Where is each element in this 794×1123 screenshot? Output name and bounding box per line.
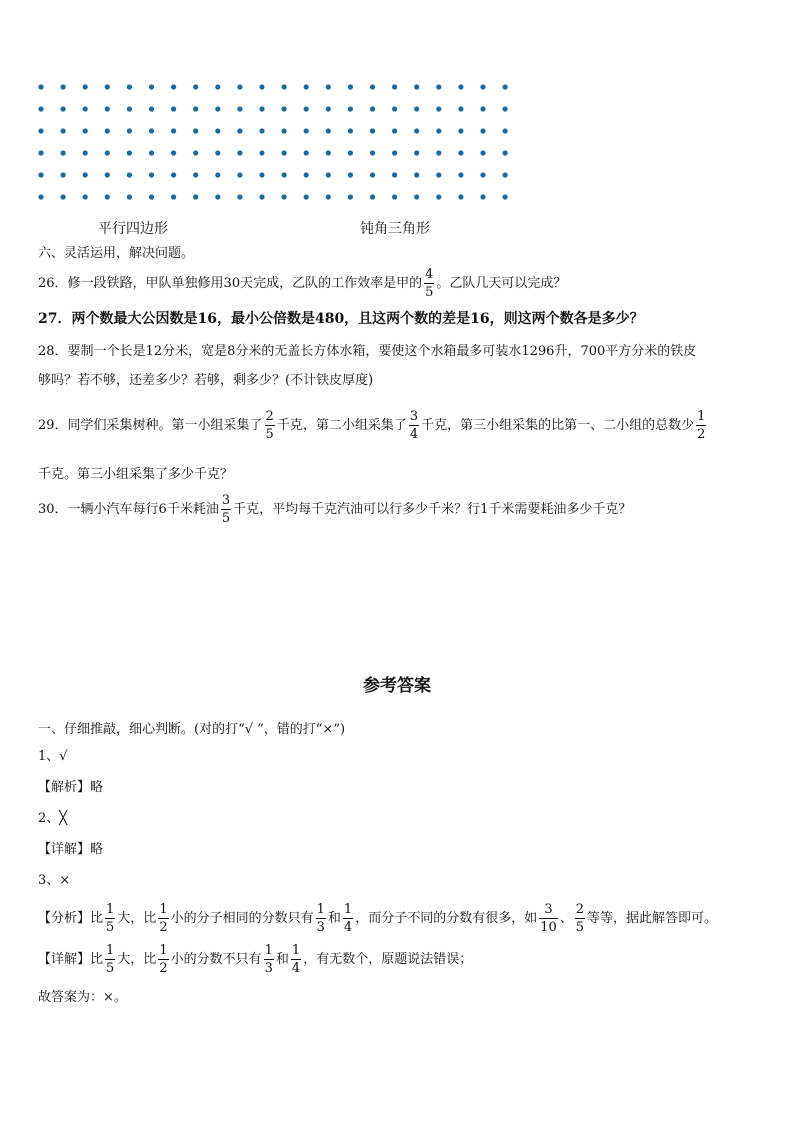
grid-dot (38, 128, 43, 133)
grid-dot (370, 106, 375, 111)
grid-dot (326, 194, 331, 199)
grid-dot (193, 84, 198, 89)
grid-dot (259, 84, 264, 89)
grid-dot (171, 106, 176, 111)
grid-dot (149, 194, 154, 199)
grid-dot (105, 84, 110, 89)
grid-dot (127, 106, 132, 111)
grid-dot (480, 128, 485, 133)
q29-text-b: 千克，第二小组采集了 (276, 418, 407, 433)
grid-dot (392, 172, 397, 177)
fraction-1-4: $\frac{1}{4}$ (343, 902, 353, 935)
grid-dot (171, 172, 176, 177)
q26-text-a: 26．修一段铁路，甲队单独修用30天完成，乙队的工作效率是甲的 (38, 276, 423, 291)
q29-text-a: 29．同学们采集树种。第一小组采集了 (38, 418, 263, 433)
grid-dot (149, 150, 154, 155)
answers-section-one: 一、仔细推敲，细心判断。(对的打“√ ”，错的打“×”) (38, 722, 346, 737)
grid-dot (326, 150, 331, 155)
grid-dot (392, 106, 397, 111)
grid-dot (83, 150, 88, 155)
grid-dot (61, 194, 66, 199)
answer-3-analysis: 【分析】比 $\frac{1}{5}$ 大，比 $\frac{1}{2}$ 小的分子相同的分数只有 $\frac{1}{3}$ 和 $\frac{1}{4}$ ，而分子不同的分数有很多，如 $\frac{3}{10}$ 、 $\frac{2}{5}$ 等等，据此解答即可。 (38, 902, 718, 935)
grid-dot (127, 84, 132, 89)
grid-dot (127, 172, 132, 177)
label-parallelogram: 平行四边形 (98, 221, 168, 237)
grid-dot (61, 84, 66, 89)
grid-dot (61, 106, 66, 111)
grid-dot (149, 106, 154, 111)
fraction-3-4: $\frac{3}{4}$ (409, 409, 419, 442)
grid-dot (414, 106, 419, 111)
fraction-1-5: $\frac{1}{5}$ (106, 943, 115, 976)
grid-dot (348, 194, 353, 199)
grid-dot (215, 194, 220, 199)
grid-dot (326, 84, 331, 89)
grid-dot (458, 172, 463, 177)
grid-dot (215, 106, 220, 111)
grid-dot (414, 128, 419, 133)
grid-dot (237, 106, 242, 111)
grid-dot (436, 128, 441, 133)
grid-dot (259, 194, 264, 199)
grid-dot (348, 150, 353, 155)
q30-text-b: 千克，平均每千克汽油可以行多少千米？行1千米需要耗油多少千克？ (233, 502, 632, 517)
grid-dot (149, 172, 154, 177)
grid-dot (259, 106, 264, 111)
answer-3: 3、× (38, 873, 71, 888)
grid-dot (458, 194, 463, 199)
grid-dot (215, 150, 220, 155)
fraction-1-4: $\frac{1}{4}$ (291, 943, 301, 976)
grid-dot (414, 150, 419, 155)
grid-dot (83, 172, 88, 177)
grid-dot (503, 106, 508, 111)
grid-dot (215, 128, 220, 133)
grid-dot (38, 106, 43, 111)
grid-dot (503, 172, 508, 177)
grid-dot (370, 128, 375, 133)
grid-dot (436, 106, 441, 111)
grid-dot (259, 128, 264, 133)
grid-dot (193, 150, 198, 155)
fraction-2-5: $\frac{2}{5}$ (265, 409, 274, 442)
grid-dot (105, 150, 110, 155)
grid-dot (38, 84, 43, 89)
grid-dot (326, 106, 331, 111)
grid-dot (105, 194, 110, 199)
grid-dot (193, 172, 198, 177)
question-27: 27．两个数最大公因数是16，最小公倍数是480，且这两个数的差是16，则这两个数各是多少？ (38, 311, 644, 327)
answer-2-note: 【详解】略 (38, 842, 104, 857)
fraction-1-2: $\frac{1}{2}$ (159, 943, 168, 976)
grid-dot (436, 194, 441, 199)
grid-dot (61, 150, 66, 155)
question-28-line2: 够吗？若不够，还差多少？若够，剩多少？(不计铁皮厚度) (38, 373, 374, 388)
grid-dot (326, 128, 331, 133)
grid-dot (304, 150, 309, 155)
grid-dot (414, 172, 419, 177)
grid-dot (414, 194, 419, 199)
grid-dot (480, 84, 485, 89)
fraction-3-10: $\frac{3}{10}$ (540, 902, 557, 935)
fraction-1-3: $\frac{1}{3}$ (264, 943, 273, 976)
grid-dot (348, 128, 353, 133)
grid-dot (436, 172, 441, 177)
fraction-1-3: $\frac{1}{3}$ (316, 902, 325, 935)
answer-2: 2、╳ (38, 811, 68, 826)
grid-dot (259, 150, 264, 155)
grid-dot (282, 128, 287, 133)
grid-dot (304, 194, 309, 199)
fraction-4-5: $\frac{4}{5}$ (425, 267, 434, 300)
grid-dot (61, 128, 66, 133)
grid-dot (458, 84, 463, 89)
grid-dot (83, 194, 88, 199)
grid-dot (237, 128, 242, 133)
grid-dot (237, 172, 242, 177)
grid-dot (127, 128, 132, 133)
grid-dot (392, 150, 397, 155)
grid-dot (171, 194, 176, 199)
grid-dot (282, 172, 287, 177)
grid-dot (83, 128, 88, 133)
dot-grid (0, 0, 794, 210)
fraction-1-2: $\frac{1}{2}$ (697, 409, 706, 442)
grid-dot (370, 194, 375, 199)
grid-dot (127, 150, 132, 155)
grid-dot (370, 84, 375, 89)
grid-dot (83, 84, 88, 89)
grid-dot (480, 172, 485, 177)
section-six-heading: 六、灵活运用，解决问题。 (38, 246, 195, 261)
grid-dot (436, 84, 441, 89)
grid-dot (503, 128, 508, 133)
grid-dot (38, 194, 43, 199)
grid-dot (215, 172, 220, 177)
grid-dot (215, 84, 220, 89)
grid-dot (304, 172, 309, 177)
grid-dot (370, 172, 375, 177)
grid-dot (370, 150, 375, 155)
grid-dot (83, 106, 88, 111)
grid-dot (458, 128, 463, 133)
grid-dot (503, 194, 508, 199)
fraction-1-2: $\frac{1}{2}$ (159, 902, 168, 935)
grid-dot (61, 172, 66, 177)
fraction-1-5: $\frac{1}{5}$ (106, 902, 115, 935)
fraction-2-5: $\frac{2}{5}$ (575, 902, 585, 935)
grid-dot (171, 150, 176, 155)
question-28-line1: 28．要制一个长是12分米，宽是8分米的无盖长方体水箱，要使这个水箱最多可装水1296升，700平方分米的铁皮 (38, 344, 697, 359)
grid-dot (171, 128, 176, 133)
grid-dot (105, 106, 110, 111)
grid-dot (282, 106, 287, 111)
grid-dot (348, 172, 353, 177)
grid-dot (193, 106, 198, 111)
grid-dot (304, 106, 309, 111)
grid-dot (436, 150, 441, 155)
question-29 (38, 410, 708, 441)
grid-dot (480, 194, 485, 199)
question-29-line2: 千克。第三小组采集了多少千克？ (38, 467, 234, 482)
label-obtuse-triangle: 钝角三角形 (360, 221, 430, 237)
answer-3-conclusion: 故答案为：×。 (38, 990, 127, 1005)
grid-dot (149, 84, 154, 89)
grid-dot (480, 106, 485, 111)
grid-dot (304, 84, 309, 89)
grid-dot (392, 194, 397, 199)
question-26 (38, 268, 566, 299)
grid-dot (458, 106, 463, 111)
grid-dot (259, 172, 264, 177)
grid-dot (282, 84, 287, 89)
grid-dot (237, 84, 242, 89)
question-30 (38, 494, 631, 525)
grid-dot (171, 84, 176, 89)
grid-dot (326, 172, 331, 177)
grid-dot (127, 194, 132, 199)
answer-1-note: 【解析】略 (38, 780, 104, 795)
grid-dot (503, 150, 508, 155)
grid-dot (392, 84, 397, 89)
grid-dot (193, 194, 198, 199)
grid-dot (237, 150, 242, 155)
grid-dot (348, 84, 353, 89)
answer-1: 1、√ (38, 749, 68, 764)
grid-dot (480, 150, 485, 155)
q26-text-b: 。乙队几天可以完成？ (436, 276, 567, 291)
grid-dot (105, 172, 110, 177)
grid-dot (38, 150, 43, 155)
grid-dot (237, 194, 242, 199)
grid-dot (348, 106, 353, 111)
answers-title: 参考答案 (363, 676, 431, 696)
grid-dot (414, 84, 419, 89)
q29-text-c: 千克，第三小组采集的比第一、二小组的总数少 (421, 418, 695, 433)
grid-dot (282, 194, 287, 199)
grid-dot (149, 128, 154, 133)
fraction-3-5: $\frac{3}{5}$ (221, 493, 231, 526)
grid-dot (458, 150, 463, 155)
grid-dot (105, 128, 110, 133)
grid-dot (392, 128, 397, 133)
grid-dot (282, 150, 287, 155)
grid-dot (304, 128, 309, 133)
grid-dot (193, 128, 198, 133)
grid-dot (503, 84, 508, 89)
answer-3-detail: 【详解】比 $\frac{1}{5}$ 大，比 $\frac{1}{2}$ 小的分数不只有 $\frac{1}{3}$ 和 $\frac{1}{4}$ ，有无数个，原题说法错误； (38, 943, 473, 976)
q30-text-a: 30．一辆小汽车每行6千米耗油 (38, 502, 219, 517)
grid-dot (38, 172, 43, 177)
